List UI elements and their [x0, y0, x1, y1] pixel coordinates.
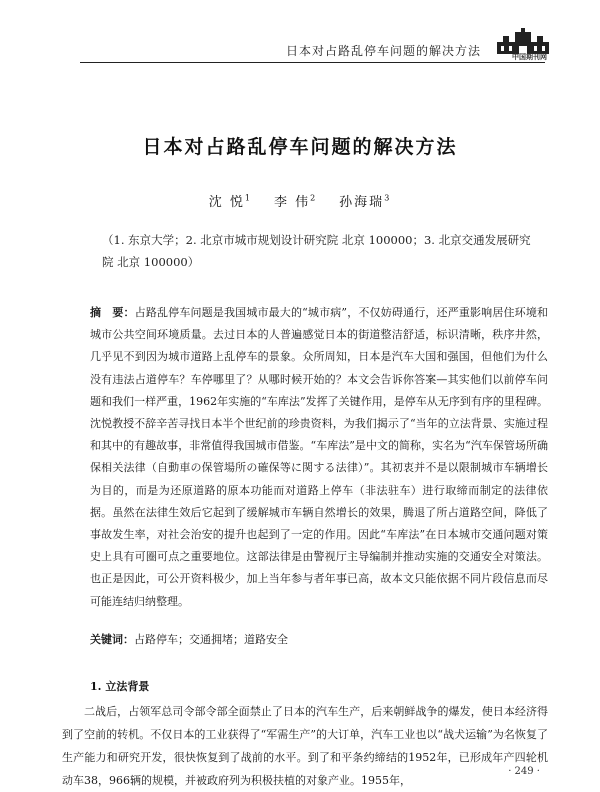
running-header [80, 28, 545, 63]
article-title: 日本对占路乱停车问题的解决方法 [142, 136, 458, 158]
affiliations: （1. 东京大学；2. 北京市城市规划设计研究院 北京 100000；3. 北京交通发展研究院 北京 100000） [102, 233, 531, 269]
page-number: · 249 · [508, 766, 540, 777]
author-affil-mark: 3 [384, 193, 392, 203]
author-affil-mark: 1 [244, 193, 252, 203]
abstract-label: 摘 要： [90, 306, 135, 319]
running-title: 日本对占路乱停车问题的解决方法 [285, 44, 481, 58]
author-name: 孙海瑞 [339, 195, 385, 210]
author-name: 李 伟 [273, 195, 311, 210]
body-paragraph: 二战后，占领军总司令部令部全面禁止了日本的汽车生产，后来朝鲜战争的爆发，使日本经济得到了空前的转机。不仅日本的工业获得了“军需生产”的大订单，汽车工业也以“战犬运输”为名恢复了生产能力和研究开发，很快恢复到了战前的水平。到了和平条约缔结的1952年，已形成年产四轮机动车38，966辆的规模，并被政府列为积极扶植的对象产业。1955年， [62, 705, 548, 787]
logo-caption: 中国期刊网 [512, 53, 547, 61]
keywords-label: 关键词： [90, 633, 134, 646]
keywords [90, 631, 548, 647]
section-heading: 1. 立法背景 [90, 680, 150, 693]
author-affil-mark: 2 [310, 193, 318, 203]
journal-logo [493, 28, 553, 60]
author-name: 沈 悦 [208, 195, 245, 210]
author-line [0, 191, 600, 210]
abstract [90, 302, 548, 613]
keywords-text: 占路停车；交通拥堵；道路安全 [134, 633, 288, 646]
abstract-text: 占路乱停车问题是我国城市最大的“城市病”，不仅妨碍通行，还严重影响居住环境和城市公共空间环境质量。去过日本的人普遍感觉日本的街道整洁舒适，标识清晰，秩序井然，几乎见不到因为城市道路上乱停车的景象。众所周知，日本是汽车大国和强国，但他们为什么没有违法占道停车？车停哪里了？从哪时候开始的？本文会告诉你答案—其实他们以前停车问题和我们一样严重，1962年实施的“车库法”发挥了关键作用，是停车从无序到有序的里程碑。沈悦教授不辞辛苦寻找日本半个世纪前的珍贵资料，为我们揭示了“当年的立法背景、实施过程和其中的有趣故事，非常值得我国城市借鉴。“车库法”是中文的简称，实名为“汽车保管场所确保相关法律（自動車の保管場所の確保等に関する法律）”。其初衷并不是以限制城市车辆增长为目的，而是为还原道路的原本功能而对道路上停车（非法驻车）进行取缔而制定的法律依据。虽然在法律生效后它起到了缓解城市车辆自然增长的效果，腾退了所占道路空间，降低了事故发生率，对社会治安的提升也起到了一定的作用。因此“车库法”在日本城市交通问题对策史上具有可圈可点之重要地位。这部法律是由警视厅主导编制并推动实施的交通安全对策法。也正是因此，可公开资料极少，加上当年参与者年事已高，故本文只能依据不同片段信息而尽可能连结归纳整理。 [90, 306, 549, 608]
